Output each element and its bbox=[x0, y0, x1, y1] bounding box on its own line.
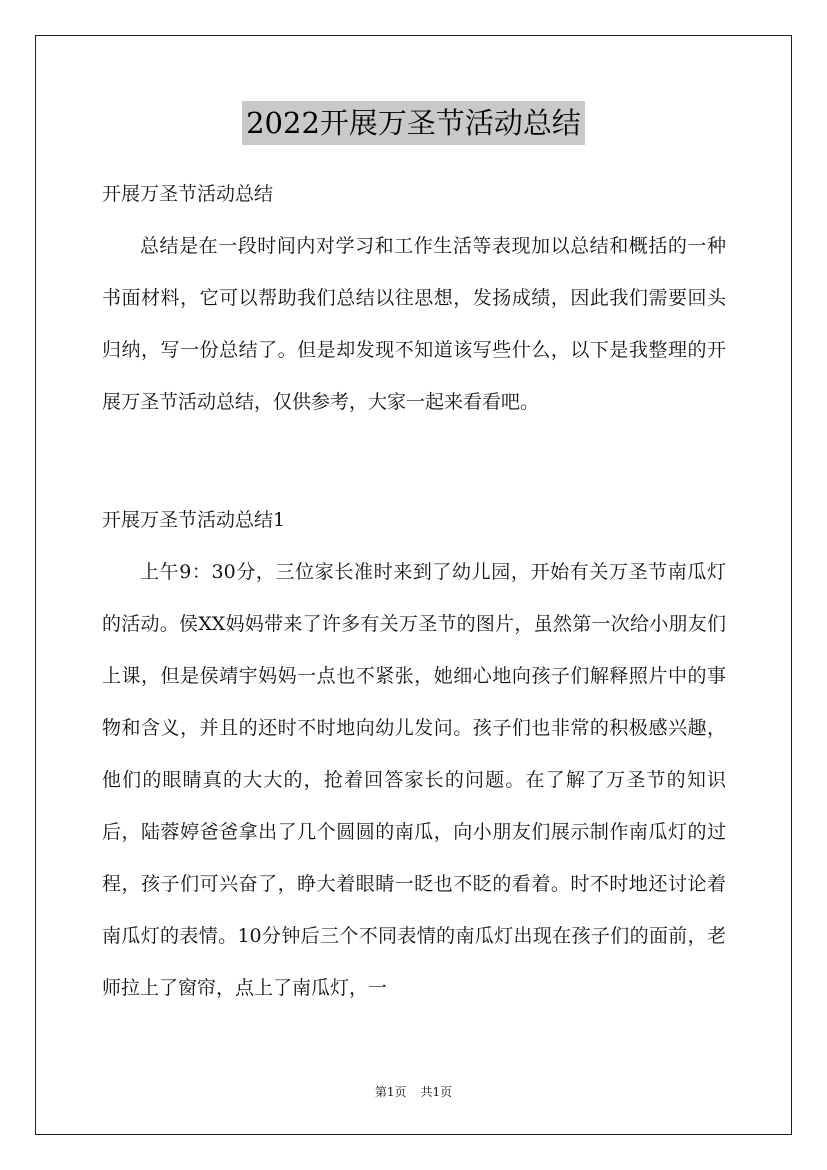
page-total: 共1页 bbox=[420, 1085, 453, 1099]
section-paragraph: 上午9：30分，三位家长准时来到了幼儿园，开始有关万圣节南瓜灯的活动。侯XX妈妈带来了许多有关万圣节的图片，虽然第一次给小朋友们上课，但是侯靖宇妈妈一点也不紧张，她细心地向孩子们解释照片中的事物和含义，并且的还时不时地向幼儿发问。孩子们也非常的积极感兴趣，他们的眼睛真的大大的，抢着回答家长的问题。在了解了万圣节的知识后，陆蓉婷爸爸拿出了几个圆圆的南瓜，向小朋友们展示制作南瓜灯的过程，孩子们可兴奋了，睁大着眼睛一眨也不眨的看着。时不时地还讨论着南瓜灯的表情。10分钟后三个不同表情的南瓜灯出现在孩子们的面前，老师拉上了窗帘，点上了南瓜灯，一 bbox=[102, 561, 726, 999]
page-footer bbox=[0, 1084, 827, 1100]
title-container bbox=[0, 101, 827, 145]
document-title: 2022开展万圣节活动总结 bbox=[242, 101, 585, 145]
page-number: 第1页 bbox=[374, 1085, 407, 1099]
subtitle: 开展万圣节活动总结 bbox=[102, 183, 274, 205]
section-heading: 开展万圣节活动总结1 bbox=[102, 509, 286, 531]
intro-paragraph: 总结是在一段时间内对学习和工作生活等表现加以总结和概括的一种书面材料，它可以帮助我们总结以往思想，发扬成绩，因此我们需要回头归纳，写一份总结了。但是却发现不知道该写些什么，以下是我整理的开展万圣节活动总结，仅供参考，大家一起来看看吧。 bbox=[102, 235, 726, 413]
